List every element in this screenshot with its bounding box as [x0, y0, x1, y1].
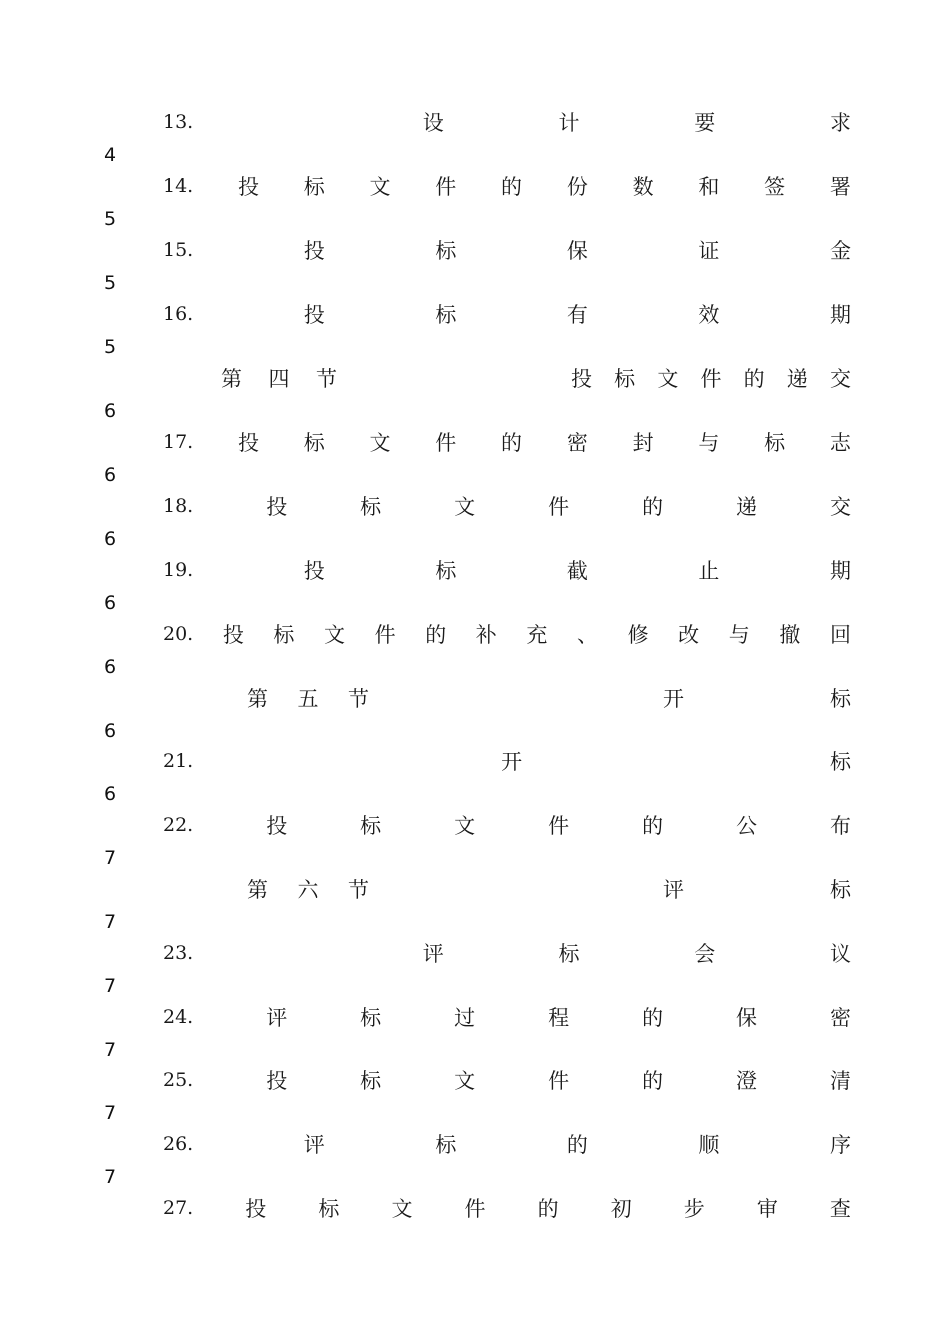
- entry-char: 的: [642, 495, 664, 519]
- entry-char: 文: [324, 623, 345, 647]
- entry-number: 26.: [163, 1133, 194, 1155]
- entry-char: 布: [830, 814, 851, 838]
- section-char: 第: [247, 878, 268, 902]
- entry-number: 22.: [163, 814, 194, 836]
- entry-number: 21.: [163, 750, 194, 772]
- entry-char: 投: [571, 367, 592, 391]
- toc-section-heading: [247, 874, 369, 904]
- entry-char: 会: [694, 942, 716, 966]
- toc-section-title: [663, 683, 851, 713]
- toc-entry: [163, 938, 851, 968]
- section-char: 节: [316, 367, 337, 391]
- toc-entry: [163, 299, 851, 329]
- entry-char: 件: [435, 431, 457, 455]
- entry-char: 投: [245, 1197, 267, 1221]
- section-char: 五: [297, 687, 319, 711]
- entry-char: 过: [454, 1006, 476, 1030]
- page-number: 6: [104, 400, 117, 422]
- toc-entry: [163, 1129, 851, 1159]
- page-number: 6: [104, 656, 117, 678]
- page-number: 5: [104, 272, 117, 294]
- entry-char: 签: [764, 175, 786, 199]
- page-number: 4: [104, 144, 117, 166]
- entry-char: 标: [360, 495, 382, 519]
- entry-char: 标: [360, 1069, 382, 1093]
- section-char: 第: [221, 367, 242, 391]
- entry-char: 止: [698, 559, 720, 583]
- entry-char: 撤: [779, 623, 801, 647]
- page-number: 7: [104, 1039, 117, 1061]
- entry-char: 标: [303, 175, 325, 199]
- entry-char: 标: [830, 878, 851, 902]
- entry-char: 标: [435, 239, 457, 263]
- entry-char: 文: [454, 495, 476, 519]
- entry-char: 件: [700, 367, 722, 391]
- entry-number: 27.: [163, 1197, 194, 1219]
- entry-char: 顺: [698, 1133, 720, 1157]
- entry-char: 议: [829, 942, 851, 966]
- entry-char: 文: [369, 431, 391, 455]
- toc-entry: [163, 171, 851, 201]
- entry-char: 与: [728, 623, 750, 647]
- entry-char: 件: [435, 175, 457, 199]
- entry-char: 充: [526, 623, 548, 647]
- entry-char: 评: [663, 878, 684, 902]
- entry-char: 的: [501, 175, 523, 199]
- page-number: 6: [104, 783, 117, 805]
- entry-char: 件: [548, 1069, 570, 1093]
- section-char: 六: [297, 878, 319, 902]
- entry-char: 标: [558, 942, 580, 966]
- entry-char: 密: [830, 1006, 851, 1030]
- entry-number: 15.: [163, 239, 194, 261]
- entry-char: 署: [829, 175, 851, 199]
- entry-char: 投: [266, 495, 288, 519]
- page-number: 6: [104, 528, 117, 550]
- entry-char: 求: [829, 111, 851, 135]
- entry-char: 投: [303, 303, 325, 327]
- toc-section-heading: [247, 683, 369, 713]
- page-number: 7: [104, 1166, 117, 1188]
- entry-number: 16.: [163, 303, 194, 325]
- entry-char: 的: [642, 1006, 664, 1030]
- entry-char: 投: [237, 431, 259, 455]
- entry-char: 投: [266, 814, 288, 838]
- page-number: 6: [104, 592, 117, 614]
- entry-char: 封: [632, 431, 654, 455]
- entry-char: 修: [627, 623, 649, 647]
- toc-section-title: [663, 874, 851, 904]
- entry-char: 澄: [736, 1069, 758, 1093]
- entry-char: 设: [422, 111, 444, 135]
- entry-char: 标: [435, 303, 457, 327]
- entry-char: 审: [756, 1197, 778, 1221]
- page-number: 7: [104, 1102, 117, 1124]
- entry-char: 标: [360, 814, 382, 838]
- entry-number: 23.: [163, 942, 194, 964]
- toc-entry: [163, 491, 851, 521]
- entry-char: 件: [464, 1197, 486, 1221]
- section-char: 第: [247, 687, 268, 711]
- entry-char: 标: [435, 559, 457, 583]
- entry-char: 截: [566, 559, 588, 583]
- entry-char: 标: [360, 1006, 382, 1030]
- entry-char: 件: [548, 495, 570, 519]
- entry-char: 标: [303, 431, 325, 455]
- entry-char: 初: [610, 1197, 632, 1221]
- toc-entry: [163, 1065, 851, 1095]
- entry-char: 公: [736, 814, 758, 838]
- entry-char: 开: [501, 750, 523, 774]
- entry-char: 递: [786, 367, 808, 391]
- toc-entry: [163, 555, 851, 585]
- entry-char: 交: [830, 495, 851, 519]
- entry-number: 18.: [163, 495, 194, 517]
- entry-char: 序: [829, 1133, 851, 1157]
- toc-entry: [163, 746, 851, 776]
- toc-section-heading: [221, 363, 337, 393]
- entry-char: 文: [369, 175, 391, 199]
- section-char: 四: [268, 367, 290, 391]
- page-number: 5: [104, 336, 117, 358]
- entry-char: 标: [830, 687, 851, 711]
- entry-char: 步: [683, 1197, 705, 1221]
- entry-number: 20.: [163, 623, 194, 645]
- entry-char: 和: [698, 175, 720, 199]
- entry-char: 计: [558, 111, 580, 135]
- entry-char: 期: [829, 303, 851, 327]
- entry-char: 投: [303, 559, 325, 583]
- entry-number: 17.: [163, 431, 194, 453]
- entry-char: 的: [642, 1069, 664, 1093]
- entry-char: 的: [425, 623, 447, 647]
- toc-entry: [163, 427, 851, 457]
- entry-char: 评: [422, 942, 444, 966]
- entry-char: 清: [830, 1069, 851, 1093]
- entry-char: 投: [303, 239, 325, 263]
- entry-char: 递: [736, 495, 758, 519]
- entry-char: 的: [743, 367, 765, 391]
- entry-char: 回: [829, 623, 851, 647]
- entry-number: 14.: [163, 175, 194, 197]
- page-number: 6: [104, 464, 117, 486]
- entry-char: 标: [829, 750, 851, 774]
- entry-char: 标: [318, 1197, 340, 1221]
- page-number: 6: [104, 720, 117, 742]
- entry-char: 保: [566, 239, 588, 263]
- toc-entry: [163, 235, 851, 265]
- toc-entry: [163, 107, 851, 137]
- entry-char: 文: [391, 1197, 413, 1221]
- entry-char: 交: [829, 367, 851, 391]
- entry-char: 标: [614, 367, 636, 391]
- entry-char: 要: [694, 111, 716, 135]
- entry-number: 13.: [163, 111, 194, 133]
- entry-char: 的: [642, 814, 664, 838]
- entry-char: 投: [237, 175, 259, 199]
- entry-char: 查: [829, 1197, 851, 1221]
- entry-char: 期: [829, 559, 851, 583]
- entry-char: 的: [501, 431, 523, 455]
- entry-char: 标: [764, 431, 786, 455]
- entry-char: 志: [829, 431, 851, 455]
- entry-char: 程: [548, 1006, 570, 1030]
- entry-char: 开: [663, 687, 684, 711]
- toc-section-title: [571, 363, 851, 393]
- entry-char: 文: [454, 814, 476, 838]
- page-number: 7: [104, 975, 117, 997]
- entry-char: 文: [657, 367, 679, 391]
- entry-char: 标: [435, 1133, 457, 1157]
- entry-char: 文: [454, 1069, 476, 1093]
- entry-char: 件: [548, 814, 570, 838]
- entry-char: 、: [576, 623, 598, 647]
- entry-char: 标: [273, 623, 295, 647]
- entry-char: 有: [566, 303, 588, 327]
- entry-char: 评: [266, 1006, 288, 1030]
- toc-entry: [163, 810, 851, 840]
- entry-char: 保: [736, 1006, 758, 1030]
- entry-char: 金: [829, 239, 851, 263]
- toc-entry: [163, 1002, 851, 1032]
- entry-char: 份: [566, 175, 588, 199]
- entry-char: 件: [374, 623, 396, 647]
- entry-char: 数: [632, 175, 654, 199]
- entry-char: 证: [698, 239, 720, 263]
- entry-char: 的: [566, 1133, 588, 1157]
- entry-char: 改: [678, 623, 700, 647]
- page-number: 5: [104, 208, 117, 230]
- page-number: 7: [104, 847, 117, 869]
- entry-char: 的: [537, 1197, 559, 1221]
- toc-entry: [163, 619, 851, 649]
- section-char: 节: [348, 878, 369, 902]
- entry-char: 与: [698, 431, 720, 455]
- entry-number: 19.: [163, 559, 194, 581]
- toc-entry: [163, 1193, 851, 1223]
- entry-char: 效: [698, 303, 720, 327]
- entry-number: 24.: [163, 1006, 194, 1028]
- page-number: 7: [104, 911, 117, 933]
- entry-number: 25.: [163, 1069, 194, 1091]
- entry-char: 评: [303, 1133, 325, 1157]
- entry-char: 投: [222, 623, 244, 647]
- entry-char: 密: [566, 431, 588, 455]
- section-char: 节: [348, 687, 369, 711]
- entry-char: 补: [475, 623, 497, 647]
- entry-char: 投: [266, 1069, 288, 1093]
